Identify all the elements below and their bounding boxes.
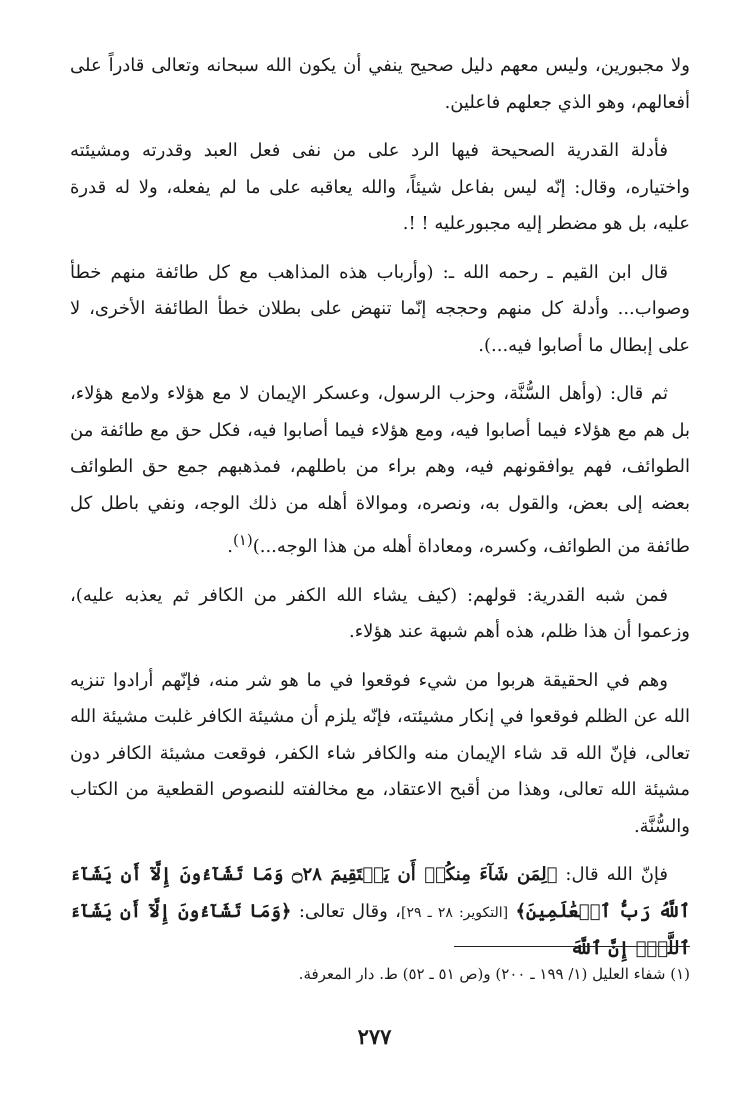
footnote: (١) شفاء العليل (١/ ١٩٩ ـ ٢٠٠) و(ص ٥١ ـ ٥٢) ط. دار المعرفة.	[298, 965, 690, 983]
footnote-marker: (١)	[232, 531, 253, 549]
paragraph-5: فمن شبه القدرية: قولهم: (كيف يشاء الله الكفر من الكافر ثم يعذبه عليه)، وزعموا أن هذا ظلم، هذه أهم شبهة عند هؤلاء.	[70, 584, 690, 642]
paragraph-4: ثم قال: (وأهل السُّنَّة، وحزب الرسول، وعسكر الإيمان لا مع هؤلاء ولامع هؤلاء، بل هم مع هؤلاء فيما أصابوا فيه، ومع هؤلاء فيما أصابوا فيه، فكل حق مع طائفة من الطوائف، فهم يوافقونهم فيه، وهم براء من باطلهم، فمذهبهم جمع حق الطوائف بعضه إلى بعض، والقول به، ونصره، وموالاة أهله من ذلك الوجه، ونفي باطل كل طائفة من الطوائف، وكسره، ومعاداة أهله من هذا الوجه...)$^{(١)}$.	[70, 383, 690, 557]
quran-reference: [التكوير: ٢٨ ـ ٢٩]	[401, 904, 509, 921]
quran-ayah-1: ﴿لِمَن شَآءَ مِنكُمۡ أَن يَسۡتَقِيمَ ۝٢٨ وَمَا تَشَآءُونَ إِلَّآ أَن يَشَآءَ ٱللَّهُ رَبُّ ٱلۡعَٰلَمِينَ﴾	[70, 864, 691, 922]
quran-paragraph	[70, 857, 690, 968]
quran-intro: فإنّ الله قال:	[565, 864, 669, 885]
page-number: ٢٧٧	[357, 1024, 392, 1049]
paragraph-2: فأدلة القدرية الصحيحة فيها الرد على من نفى فعل العبد وقدرته ومشيئته واختياره، وقال: إنّه ليس بفاعل شيئاً، والله يعاقبه على ما لم يفعله، ولا له قدرة عليه، بل هو مضطر إليه مجبورعليه ! !.	[70, 140, 690, 234]
footnote-divider	[454, 946, 690, 947]
page-body	[70, 48, 690, 968]
paragraph-6: وهم في الحقيقة هربوا من شيء فوقعوا في ما هو شر منه، فإنّهم أرادوا تنزيه الله عن الظلم فوقعوا في إنكار مشيئته، فإنّه يلزم أن مشيئة الكافر غلبت مشيئة الله تعالى، فإنّ الله قد شاء الإيمان منه والكافر شاء الكفر، فوقعت مشيئة الكافر دون مشيئة الله تعالى، وهذا من أقبح الاعتقاد، مع مخالفته للنصوص القطعية من الكتاب والسُّنَّة.	[70, 669, 690, 837]
paragraph-3: قال ابن القيم ـ رحمه الله ـ: (وأرباب هذه المذاهب مع كل طائفة منهم خطأ وصواب... وأدلة كل منهم وحججه إنّما تنهض على بطلان خطأ الطائفة الأخرى، لا على إبطال ما أصابوا فيه...).	[70, 261, 690, 356]
paragraph-4-text: ثم قال: (وأهل السُّنَّة، وحزب الرسول، وعسكر الإيمان لا مع هؤلاء ولامع هؤلاء، بل هم مع هؤلاء فيما أصابوا فيه، ومع هؤلاء فيما أصابوا فيه، فكل حق مع طائفة من الطوائف، فهم يوافقونهم فيه، وهم براء من باطلهم، فمذهبهم جمع حق الطوائف بعضه إلى بعض، والقول به، ونصره، وموالاة أهله من ذلك الوجه، ونفي باطل كل طائفة من الطوائف، وكسره، ومعاداة أهله من هذا الوجه...)	[70, 383, 690, 557]
paragraph-1: ولا مجبورين، وليس معهم دليل صحيح ينفي أن يكون الله سبحانه وتعالى قادراً على أفعالهم، وهو الذي جعلهم فاعلين.	[70, 55, 690, 113]
quran-mid: ، وقال تعالى:	[298, 900, 401, 922]
quran-ayah-2: ﴿وَمَا تَشَآءُونَ إِلَّآ أَن يَشَآءَ ٱللَّهُۚ إِنَّ ٱللَّهَ	[70, 900, 690, 959]
